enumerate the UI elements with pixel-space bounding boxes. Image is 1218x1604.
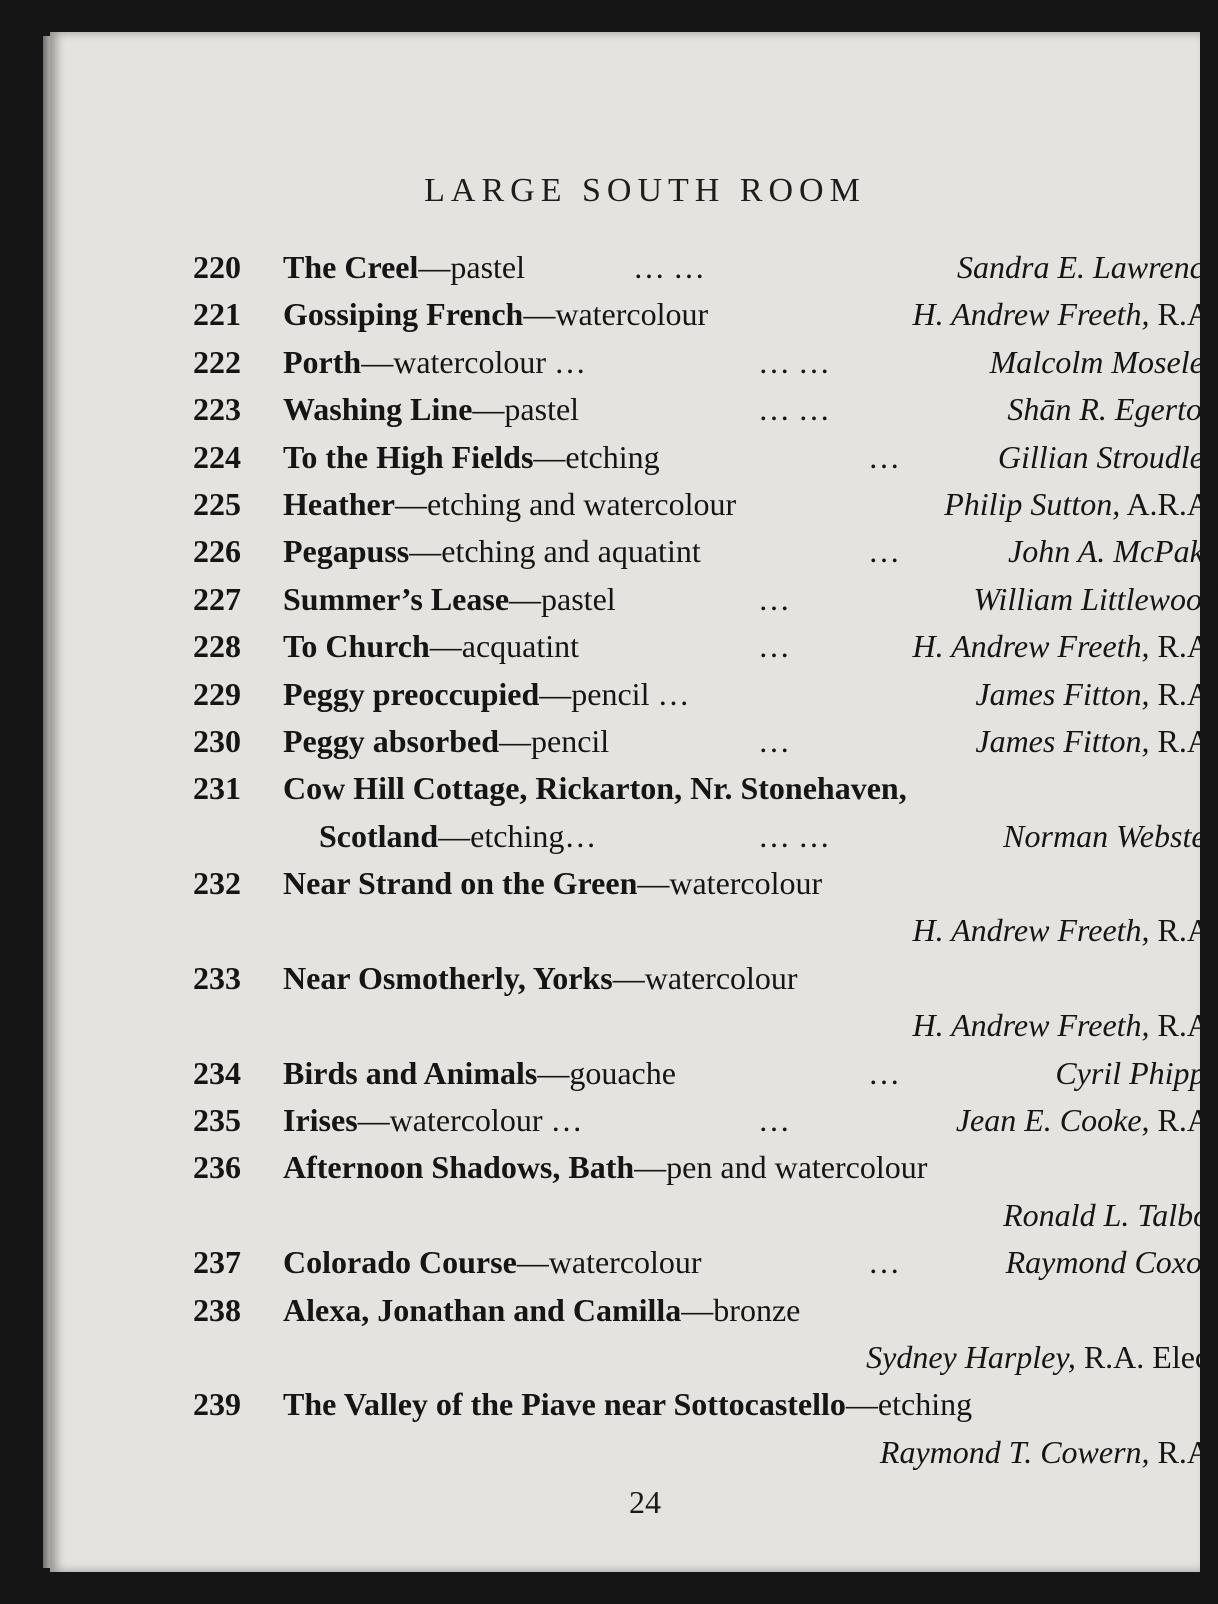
entry-artist: Philip Sutton, [944, 485, 1121, 522]
entry-artist: Shān R. Egerton [1007, 391, 1218, 428]
entry-medium: —watercolour [516, 1244, 702, 1281]
entry-medium: —pencil … [539, 675, 690, 712]
entry-title: Summer’s Lease [283, 580, 510, 617]
entry-number: 232 [193, 865, 241, 902]
entry-221 [193, 291, 1218, 338]
leader-dots: … [868, 1244, 900, 1281]
artist-suffix: R.A. [1149, 675, 1218, 712]
entry-number: 225 [193, 485, 241, 522]
leader-dots: … [758, 628, 790, 665]
entry-number: 239 [193, 1386, 241, 1423]
entry-artist: Sydney Harpley, [866, 1338, 1076, 1375]
entry-number: 237 [193, 1244, 241, 1281]
entry-title: Cow Hill Cottage, Rickarton, Nr. Stonehaven, [283, 770, 907, 807]
leader-dots: … [868, 438, 900, 475]
entry-220 [193, 244, 1218, 291]
entry-title: Porth [283, 343, 362, 380]
entry-number: 231 [193, 770, 241, 807]
entry-artist: James Fitton, [975, 675, 1150, 712]
entry-artist: Norman Webster [1003, 817, 1218, 854]
entry-229 [193, 671, 1218, 718]
leader-dots: … [868, 1054, 900, 1091]
entry-title: The Creel [283, 249, 419, 285]
entry-227 [193, 576, 1218, 623]
entry-239 [193, 1381, 1218, 1476]
entry-title: Peggy absorbed [283, 722, 499, 759]
leader-dots: … … [633, 249, 705, 285]
entry-medium: —gouache [537, 1054, 676, 1091]
entry-title: To the High Fields [283, 438, 534, 475]
entry-medium: —watercolour … [357, 1102, 583, 1139]
entry-number: 224 [193, 438, 241, 475]
entry-medium: —etching and watercolour [394, 485, 737, 522]
entry-title: Washing Line [283, 391, 473, 428]
entry-medium: —watercolour [523, 296, 709, 333]
entry-artist: H. Andrew Freeth, [912, 296, 1150, 333]
entry-title: Afternoon Shadows, Bath [283, 1149, 635, 1186]
entry-artist: Jean E. Cooke, [955, 1102, 1150, 1139]
entry-233 [193, 955, 1218, 1050]
entry-title: Pegapuss [283, 533, 410, 570]
entry-number: 226 [193, 533, 241, 570]
entry-artist: John A. McPake [1008, 533, 1218, 570]
artist-suffix: R.A. Elect [1075, 1338, 1218, 1375]
entry-number: 228 [193, 628, 241, 665]
entry-number: 223 [193, 391, 241, 428]
entry-236 [193, 1144, 1218, 1239]
page-number: 24 [629, 1484, 661, 1520]
entry-228 [193, 623, 1218, 670]
entry-medium: —pastel [509, 580, 616, 617]
entry-artist: Ronald L. Talbot [1003, 1196, 1218, 1233]
entry-artist: William Littlewood [973, 580, 1218, 617]
entry-medium: —watercolour [612, 959, 798, 996]
page-title: LARGE SOUTH ROOM [424, 172, 866, 209]
entry-artist: Sandra E. Lawrence [956, 249, 1218, 285]
entry-artist: Gillian Stroudley [997, 438, 1218, 475]
artist-suffix: A.R.A. [1120, 485, 1218, 522]
artist-suffix: R.A. [1149, 1007, 1218, 1044]
entry-title-continued: Scotland [319, 817, 439, 854]
leader-dots: … [868, 533, 900, 570]
entry-medium: —pastel [418, 249, 526, 285]
leader-dots: … [758, 580, 790, 617]
entry-medium: —pencil [499, 722, 610, 759]
leader-dots: … … [758, 391, 830, 428]
entry-number: 238 [193, 1291, 241, 1328]
entry-title: Gossiping French [283, 296, 524, 333]
entry-artist: Raymond Coxon [1005, 1244, 1218, 1281]
entry-number: 222 [193, 343, 241, 380]
entry-title: Peggy preoccupied [283, 675, 540, 712]
entry-number: 235 [193, 1102, 241, 1139]
entry-number: 221 [193, 296, 241, 333]
entry-235 [193, 1097, 1218, 1144]
entry-artist: H. Andrew Freeth, [912, 628, 1150, 665]
entry-226 [193, 528, 1218, 575]
entry-number: 236 [193, 1149, 241, 1186]
entry-medium: —etching and aquatint [409, 533, 701, 570]
entry-medium: —etching [845, 1386, 973, 1423]
entry-title: Birds and Animals [283, 1054, 538, 1091]
entry-230 [193, 718, 1218, 765]
entry-number: 230 [193, 722, 241, 759]
entry-medium: —pastel [472, 391, 580, 428]
entry-225 [193, 481, 1218, 528]
entry-medium: —pen and watercolour [634, 1149, 928, 1186]
entry-artist: H. Andrew Freeth, [912, 1007, 1150, 1044]
entry-231 [193, 765, 1218, 860]
entry-title: To Church [283, 628, 430, 665]
entry-medium: —etching… [438, 817, 597, 854]
leader-dots: … … [758, 817, 830, 854]
entry-title: Near Strand on the Green [283, 865, 638, 902]
entry-medium: —watercolour … [361, 343, 587, 380]
artist-suffix: R.A. [1149, 722, 1218, 759]
entry-number: 220 [193, 249, 241, 285]
entry-title: Heather [283, 485, 395, 522]
leader-dots: … … [758, 343, 830, 380]
entry-artist: Raymond T. Cowern, [879, 1433, 1150, 1470]
entry-medium: —etching [533, 438, 660, 475]
leader-dots: … [758, 722, 790, 759]
entry-234 [193, 1050, 1218, 1097]
entry-224 [193, 434, 1218, 481]
entry-number: 234 [193, 1054, 241, 1091]
entry-medium: —bronze [681, 1291, 801, 1328]
entry-number: 229 [193, 675, 241, 712]
entry-artist: Cyril Phipps [1055, 1054, 1218, 1091]
entry-223 [193, 386, 1218, 433]
entry-title: Colorado Course [283, 1244, 517, 1281]
entry-number: 233 [193, 959, 241, 996]
entry-238 [193, 1287, 1218, 1382]
artist-suffix: R.A. [1149, 1433, 1218, 1470]
entry-artist: James Fitton, [975, 722, 1150, 759]
entry-title: Near Osmotherly, Yorks [283, 959, 613, 996]
entry-222 [193, 339, 1218, 386]
artist-suffix: R.A. [1149, 296, 1218, 333]
entry-title: Alexa, Jonathan and Camilla [283, 1291, 682, 1328]
artist-suffix: R.A. [1149, 1102, 1218, 1139]
entry-title: Irises [283, 1102, 358, 1139]
artist-suffix: R.A. [1149, 912, 1218, 949]
leader-dots: … [758, 1102, 790, 1139]
artist-suffix: R.A. [1149, 628, 1218, 665]
entry-number: 227 [193, 580, 241, 617]
entry-artist: H. Andrew Freeth, [912, 912, 1150, 949]
entry-artist: Malcolm Moseley [989, 343, 1218, 380]
entry-title: The Valley of the Piave near Sottocastello [283, 1386, 846, 1423]
entry-232 [193, 860, 1218, 955]
catalogue-page [50, 32, 1218, 1572]
entry-237 [193, 1239, 1218, 1286]
entry-medium: —acquatint [429, 628, 580, 665]
entry-list [193, 244, 1218, 1476]
entry-medium: —watercolour [637, 865, 823, 902]
